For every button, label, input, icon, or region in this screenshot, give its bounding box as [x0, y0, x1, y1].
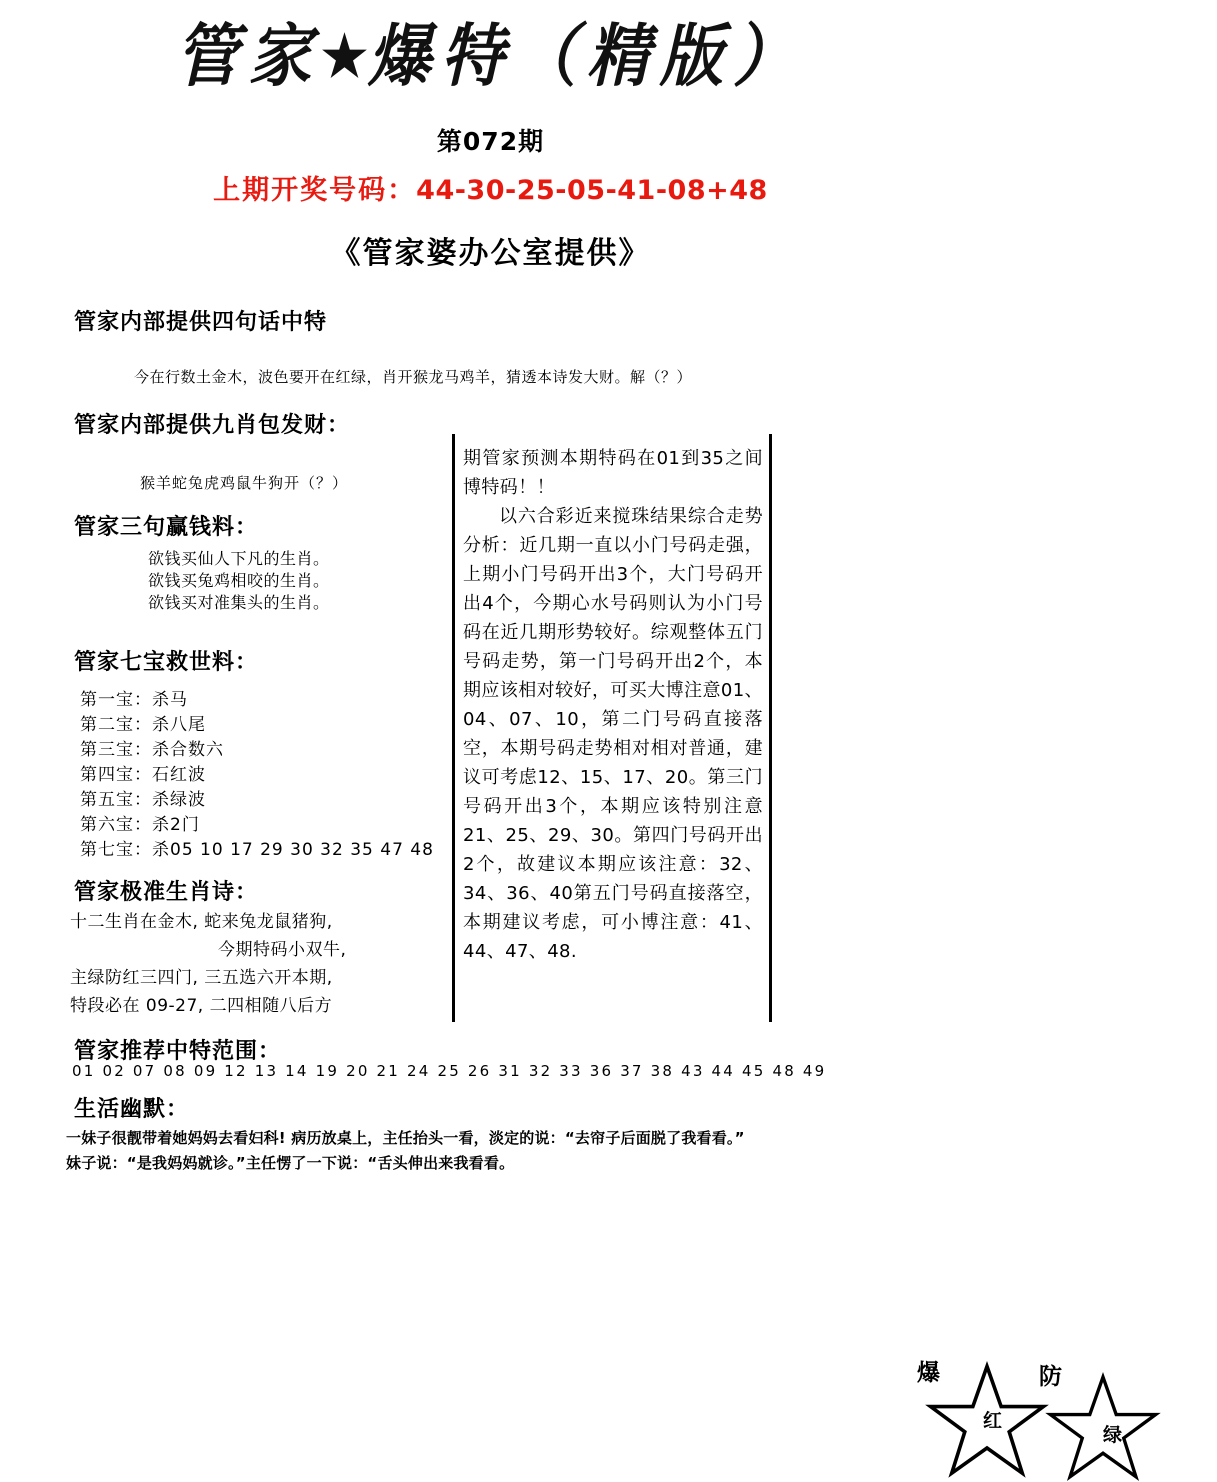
- treasure-value: 杀绿波: [152, 790, 206, 810]
- treasure-value: 杀05 10 17 29 30 32 35 47 48: [152, 840, 434, 860]
- section-heading-zodiac-poem: 管家极准生肖诗：: [74, 879, 259, 905]
- treasure-label: 第二宝：: [80, 715, 152, 735]
- green-star-inner-text: 绿: [1103, 1424, 1123, 1446]
- seven-treasure-list: [80, 688, 434, 863]
- table-row: [80, 788, 434, 813]
- recommended-numbers-text: 01 02 07 08 09 12 13 14 19 20 21 24 25 26 31 32 33 36 37 38 43 44 45 48 49: [72, 1062, 827, 1080]
- recommended-numbers: [72, 1062, 826, 1080]
- analysis-panel: [452, 434, 1123, 1446]
- office-credit: 《管家婆办公室提供》: [330, 236, 651, 271]
- section-heading-humor: 生活幽默：: [74, 1096, 190, 1122]
- list-item: 主绿防红三四门, 三五选六开本期,: [70, 968, 333, 988]
- list-item: 十二生肖在金木, 蛇来兔龙鼠猪狗,: [70, 912, 333, 932]
- title-text-right: 爆特（精版）: [367, 15, 806, 96]
- list-item: 欲钱买兔鸡相咬的生肖。: [148, 571, 330, 590]
- masthead: [0, 15, 981, 96]
- title-text-left: 管家: [175, 15, 322, 96]
- four-phrase-text: 今在行数土金木，波色要开在红绿，肖开猴龙马鸡羊，猜透本诗发大财。解（？）: [134, 368, 693, 386]
- three-phrase-list: [148, 548, 330, 614]
- star-icon: ★: [321, 23, 368, 90]
- section-heading-seven-treasure: 管家七宝救世料：: [74, 649, 259, 675]
- treasure-value: 杀马: [152, 690, 188, 710]
- humor-text: [66, 1126, 745, 1176]
- analysis-paragraph: 期管家预测本期特码在01到35之间博特码！！: [463, 448, 763, 498]
- analysis-paragraph: 以六合彩近来搅珠结果综合走势分析：近几期一直以小门号码走强，上期小门号码开出3个，大门号码开出4个，今期心水号码则认为小门号码在近几期形势较好。综观整体五门号码走势，第一门号码开出2个，本期应该相对较好，可买大博注意01、04、07、10，第二门号码直接落空，本期号码走势相对相对普通，建议可考虑12、15、17、20。第三门号码开出3个，本期应该特别注意21、25、29、30。第四门号码开出2个，故建议本期应该注意：32、34、36、40第五门号码直接落空，本期建议考虑，可小博注意：41、44、47、48.: [463, 506, 763, 962]
- list-item: 今期特码小双牛,: [218, 940, 347, 960]
- treasure-value: 杀2门: [152, 815, 200, 835]
- nine-zodiac-text: 猴羊蛇兔虎鸡鼠牛狗开（？）: [140, 474, 349, 492]
- last-draw-result: [0, 168, 981, 207]
- red-star-label: 爆: [917, 1359, 940, 1386]
- treasure-label: 第三宝：: [80, 740, 152, 760]
- list-item: 欲钱买仙人下凡的生肖。: [148, 549, 330, 568]
- treasure-value: 杀合数六: [152, 740, 224, 760]
- last-draw-label: 上期开奖号码：: [213, 175, 417, 206]
- treasure-label: 第一宝：: [80, 690, 152, 710]
- treasure-label: 第四宝：: [80, 765, 152, 785]
- treasure-value: 杀八尾: [152, 715, 206, 735]
- table-row: [80, 688, 434, 713]
- page-title: [0, 15, 981, 96]
- red-star-inner-text: 红: [983, 1410, 1003, 1432]
- treasure-label: 第六宝：: [80, 815, 152, 835]
- analysis-panel-text: [463, 444, 763, 966]
- list-item: 欲钱买对准集头的生肖。: [148, 593, 330, 612]
- star-graphics: [917, 1346, 1217, 1454]
- list-item: 妹子说：“是我妈妈就诊。”主任愣了一下说：“舌头伸出来我看看。: [66, 1154, 515, 1172]
- section-heading-four-phrase: 管家内部提供四句话中特: [74, 309, 328, 335]
- treasure-label: 第五宝：: [80, 790, 152, 810]
- table-row: [80, 713, 434, 738]
- section-heading-recommended-range: 管家推荐中特范围：: [74, 1038, 282, 1064]
- section-heading-three-phrase: 管家三句赢钱料：: [74, 514, 259, 540]
- section-heading-nine-zodiac: 管家内部提供九肖包发财：: [74, 412, 351, 438]
- table-row: [80, 813, 434, 838]
- table-row: [80, 838, 434, 863]
- table-row: [80, 738, 434, 763]
- green-star-label: 防: [1039, 1363, 1062, 1390]
- list-item: 特段必在 09-27, 二四相随八后方: [70, 996, 333, 1016]
- treasure-label: 第七宝：: [80, 840, 152, 860]
- treasure-value: 石红波: [152, 765, 206, 785]
- last-draw-numbers: 44-30-25-05-41-08+48: [416, 175, 768, 206]
- table-row: [80, 763, 434, 788]
- list-item: 一妹子很靓带着她妈妈去看妇科! 病历放桌上，主任抬头一看，淡定的说：“去帘子后面脱了我看看。”: [66, 1129, 745, 1147]
- zodiac-poem-list: [70, 908, 346, 1020]
- issue-number: 第072期: [436, 127, 545, 156]
